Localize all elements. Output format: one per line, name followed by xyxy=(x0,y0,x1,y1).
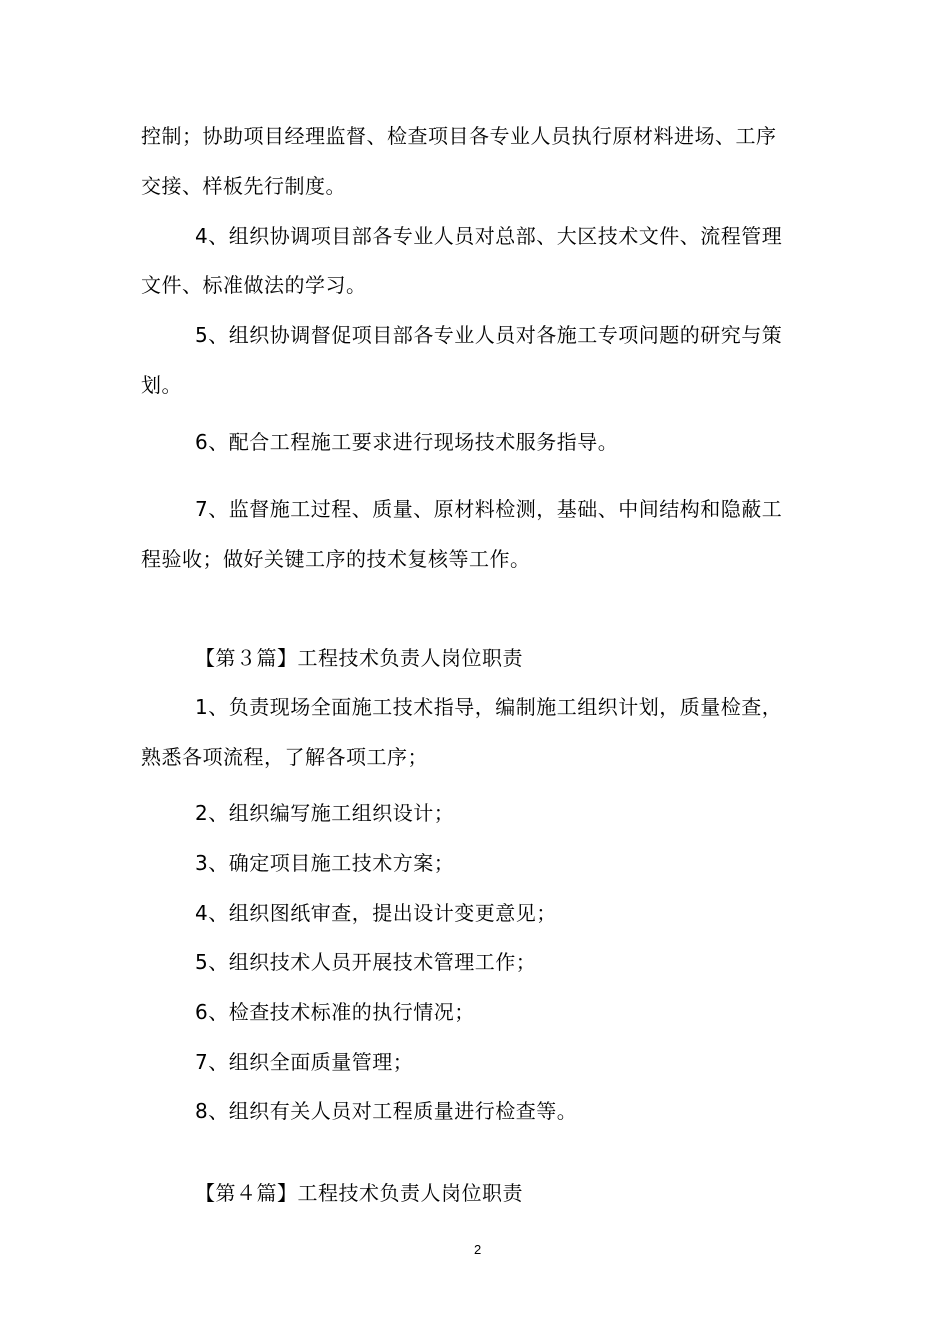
paragraph-line: 程验收；做好关键工序的技术复核等工作。 xyxy=(141,547,531,571)
list-item: 6、检查技术标准的执行情况； xyxy=(195,1000,475,1024)
list-item: 3、确定项目施工技术方案； xyxy=(195,851,455,875)
list-item: 7、组织全面质量管理； xyxy=(195,1050,414,1074)
paragraph-line: 交接、样板先行制度。 xyxy=(141,174,346,198)
paragraph-line: 熟悉各项流程，了解各项工序； xyxy=(141,745,428,769)
list-item: 4、组织图纸审查，提出设计变更意见； xyxy=(195,901,557,925)
paragraph-line: 6、配合工程施工要求进行现场技术服务指导。 xyxy=(195,430,619,454)
list-item: 2、组织编写施工组织设计； xyxy=(195,801,455,825)
paragraph-line: 划。 xyxy=(141,373,182,397)
paragraph-line: 1、负责现场全面施工技术指导，编制施工组织计划，质量检查， xyxy=(195,695,783,719)
section-heading: 【第３篇】工程技术负责人岗位职责 xyxy=(195,646,523,670)
page-number: 2 xyxy=(474,1242,482,1257)
section-heading: 【第４篇】工程技术负责人岗位职责 xyxy=(195,1181,523,1205)
list-item: 8、组织有关人员对工程质量进行检查等。 xyxy=(195,1099,578,1123)
paragraph-line: 4、组织协调项目部各专业人员对总部、大区技术文件、流程管理 xyxy=(195,224,783,248)
paragraph-line: 文件、标准做法的学习。 xyxy=(141,273,367,297)
paragraph-line: 5、组织协调督促项目部各专业人员对各施工专项问题的研究与策 xyxy=(195,323,783,347)
paragraph-line: 7、监督施工过程、质量、原材料检测，基础、中间结构和隐蔽工 xyxy=(195,497,783,521)
paragraph-line: 控制；协助项目经理监督、检查项目各专业人员执行原材料进场、工序 xyxy=(141,124,777,148)
list-item: 5、组织技术人员开展技术管理工作； xyxy=(195,950,537,974)
